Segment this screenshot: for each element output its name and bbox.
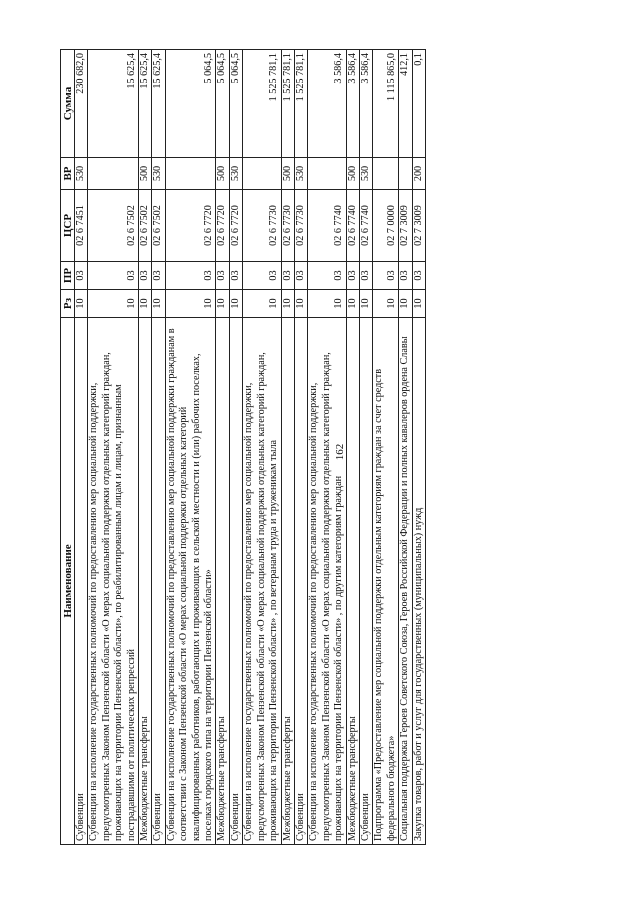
table-row <box>281 50 294 845</box>
cell-sum: 5 064,5 <box>229 50 242 158</box>
rotated-page-content <box>60 50 560 845</box>
header-name: Наименование <box>61 318 75 845</box>
cell-csr: 02 6 7451 <box>75 190 88 262</box>
table-row <box>399 50 412 845</box>
cell-csr: 02 6 7740 <box>308 190 346 262</box>
table-row <box>373 50 399 845</box>
table-header-row <box>61 50 75 845</box>
header-sum: Сумма <box>61 50 75 158</box>
cell-rz: 10 <box>139 290 152 318</box>
cell-name: Субвенции на исполнение государственных полномочий по предоставлению мер социальной поддержки гражданам в соответствии с Законом Пензенской области «О мерах социальной поддержки отдельных категорий квалифицированных работников, работающих и проживающих в сельской местности и (или) рабочих поселках, поселках городского типа на территории Пензенской области» <box>165 318 216 845</box>
page-number: 162 <box>334 443 346 461</box>
cell-rz: 10 <box>412 290 425 318</box>
cell-vr <box>243 158 281 190</box>
cell-rz: 10 <box>399 290 412 318</box>
cell-name: Субвенции на исполнение государственных полномочий по предоставлению мер социальной поддержки, предусмотренных Законом Пензенской области «О мерах социальной поддержки отдельных категорий граждан, проживающих на территории Пензенской области», по реабилитированным лицам и лицам, признанным пострадавшими от политических репрессий <box>88 318 139 845</box>
cell-name: Субвенции <box>294 318 307 845</box>
cell-rz: 10 <box>152 290 165 318</box>
header-vr: ВР <box>61 158 75 190</box>
cell-rz: 10 <box>373 290 399 318</box>
cell-vr: 530 <box>152 158 165 190</box>
cell-rz: 10 <box>294 290 307 318</box>
cell-rz: 10 <box>88 290 139 318</box>
cell-csr: 02 6 7720 <box>216 190 229 262</box>
table-row <box>216 50 229 845</box>
cell-name: Социальная поддержка Героев Советского Союза, Героев Российской Федерации и полных кавалеров ордена Славы <box>399 318 412 845</box>
cell-csr: 02 6 7720 <box>165 190 216 262</box>
cell-csr: 02 6 7502 <box>152 190 165 262</box>
cell-vr <box>88 158 139 190</box>
cell-pr: 03 <box>139 262 152 290</box>
cell-pr: 03 <box>399 262 412 290</box>
cell-pr: 03 <box>412 262 425 290</box>
cell-sum: 15 625,4 <box>139 50 152 158</box>
cell-sum: 1 525 781,1 <box>294 50 307 158</box>
cell-vr: 500 <box>139 158 152 190</box>
cell-sum: 1 525 781,1 <box>281 50 294 158</box>
cell-vr <box>165 158 216 190</box>
cell-vr: 200 <box>412 158 425 190</box>
cell-vr: 530 <box>229 158 242 190</box>
cell-sum: 230 682,0 <box>75 50 88 158</box>
cell-rz: 10 <box>346 290 359 318</box>
cell-pr: 03 <box>88 262 139 290</box>
cell-sum: 5 064,5 <box>216 50 229 158</box>
table-row <box>308 50 346 845</box>
cell-pr: 03 <box>152 262 165 290</box>
header-pr: ПР <box>61 262 75 290</box>
cell-pr: 03 <box>243 262 281 290</box>
cell-rz: 10 <box>359 290 372 318</box>
cell-pr: 03 <box>165 262 216 290</box>
cell-vr: 530 <box>359 158 372 190</box>
cell-pr: 03 <box>346 262 359 290</box>
table-row <box>165 50 216 845</box>
cell-sum: 15 625,4 <box>88 50 139 158</box>
cell-pr: 03 <box>373 262 399 290</box>
cell-sum: 0,1 <box>412 50 425 158</box>
cell-name: Субвенции <box>229 318 242 845</box>
cell-csr: 02 6 7730 <box>281 190 294 262</box>
cell-name: Межбюджетные трансферты <box>216 318 229 845</box>
cell-vr: 500 <box>281 158 294 190</box>
table-row <box>75 50 88 845</box>
cell-pr: 03 <box>229 262 242 290</box>
cell-sum: 3 586,4 <box>359 50 372 158</box>
cell-csr: 02 7 3009 <box>412 190 425 262</box>
cell-csr: 02 7 0000 <box>373 190 399 262</box>
cell-rz: 10 <box>75 290 88 318</box>
cell-pr: 03 <box>216 262 229 290</box>
table-row <box>88 50 139 845</box>
cell-name: Субвенции <box>152 318 165 845</box>
cell-name: Межбюджетные трансферты <box>281 318 294 845</box>
header-rz: Рз <box>61 290 75 318</box>
cell-vr: 530 <box>294 158 307 190</box>
cell-rz: 10 <box>243 290 281 318</box>
cell-name: Субвенции <box>359 318 372 845</box>
cell-pr: 03 <box>294 262 307 290</box>
cell-csr: 02 6 7720 <box>229 190 242 262</box>
cell-csr: 02 6 7740 <box>359 190 372 262</box>
cell-pr: 03 <box>281 262 294 290</box>
cell-rz: 10 <box>281 290 294 318</box>
table-row <box>243 50 281 845</box>
table-row <box>152 50 165 845</box>
table-row <box>229 50 242 845</box>
cell-csr: 02 6 7502 <box>139 190 152 262</box>
cell-csr: 02 6 7502 <box>88 190 139 262</box>
cell-rz: 10 <box>216 290 229 318</box>
cell-pr: 03 <box>75 262 88 290</box>
cell-sum: 1 525 781,1 <box>243 50 281 158</box>
cell-name: Субвенции <box>75 318 88 845</box>
table-row <box>294 50 307 845</box>
cell-sum: 3 586,4 <box>346 50 359 158</box>
cell-vr: 500 <box>216 158 229 190</box>
cell-sum: 1 115 865,0 <box>373 50 399 158</box>
cell-vr: 500 <box>346 158 359 190</box>
cell-sum: 5 064,5 <box>165 50 216 158</box>
cell-rz: 10 <box>229 290 242 318</box>
cell-rz: 10 <box>308 290 346 318</box>
cell-vr: 530 <box>75 158 88 190</box>
cell-sum: 3 586,4 <box>308 50 346 158</box>
cell-csr: 02 6 7730 <box>243 190 281 262</box>
cell-sum: 15 625,4 <box>152 50 165 158</box>
cell-name: Межбюджетные трансферты <box>346 318 359 845</box>
cell-pr: 03 <box>359 262 372 290</box>
cell-name: Субвенции на исполнение государственных полномочий по предоставлению мер социальной поддержки, предусмотренных Законом Пензенской области «О мерах социальной поддержки отдельных категорий граждан, проживающих на территории Пензенской области» , по другим категориям граждан <box>308 318 346 845</box>
cell-rz: 10 <box>165 290 216 318</box>
cell-vr <box>373 158 399 190</box>
budget-table <box>60 49 426 845</box>
cell-name: Межбюджетные трансферты <box>139 318 152 845</box>
cell-csr: 02 6 7740 <box>346 190 359 262</box>
table-row <box>139 50 152 845</box>
table-row <box>346 50 359 845</box>
cell-vr <box>308 158 346 190</box>
table-body <box>75 50 426 845</box>
cell-name: Субвенции на исполнение государственных полномочий по предоставлению мер социальной поддержки, предусмотренных Законом Пензенской области «О мерах социальной поддержки отдельных категорий граждан, проживающих на территории Пензенской области» , по ветеранам труда и труженикам тыла <box>243 318 281 845</box>
header-csr: ЦСР <box>61 190 75 262</box>
cell-vr <box>399 158 412 190</box>
table-row <box>412 50 425 845</box>
cell-csr: 02 6 7730 <box>294 190 307 262</box>
cell-name: Подпрограмма «Предоставление мер социальной поддержки отдельным категориям граждан за счет средств федерального бюджета» <box>373 318 399 845</box>
table-row <box>359 50 372 845</box>
cell-sum: 412,1 <box>399 50 412 158</box>
cell-csr: 02 7 3009 <box>399 190 412 262</box>
cell-name: Закупка товаров, работ и услуг для государственных (муниципальных) нужд <box>412 318 425 845</box>
cell-pr: 03 <box>308 262 346 290</box>
